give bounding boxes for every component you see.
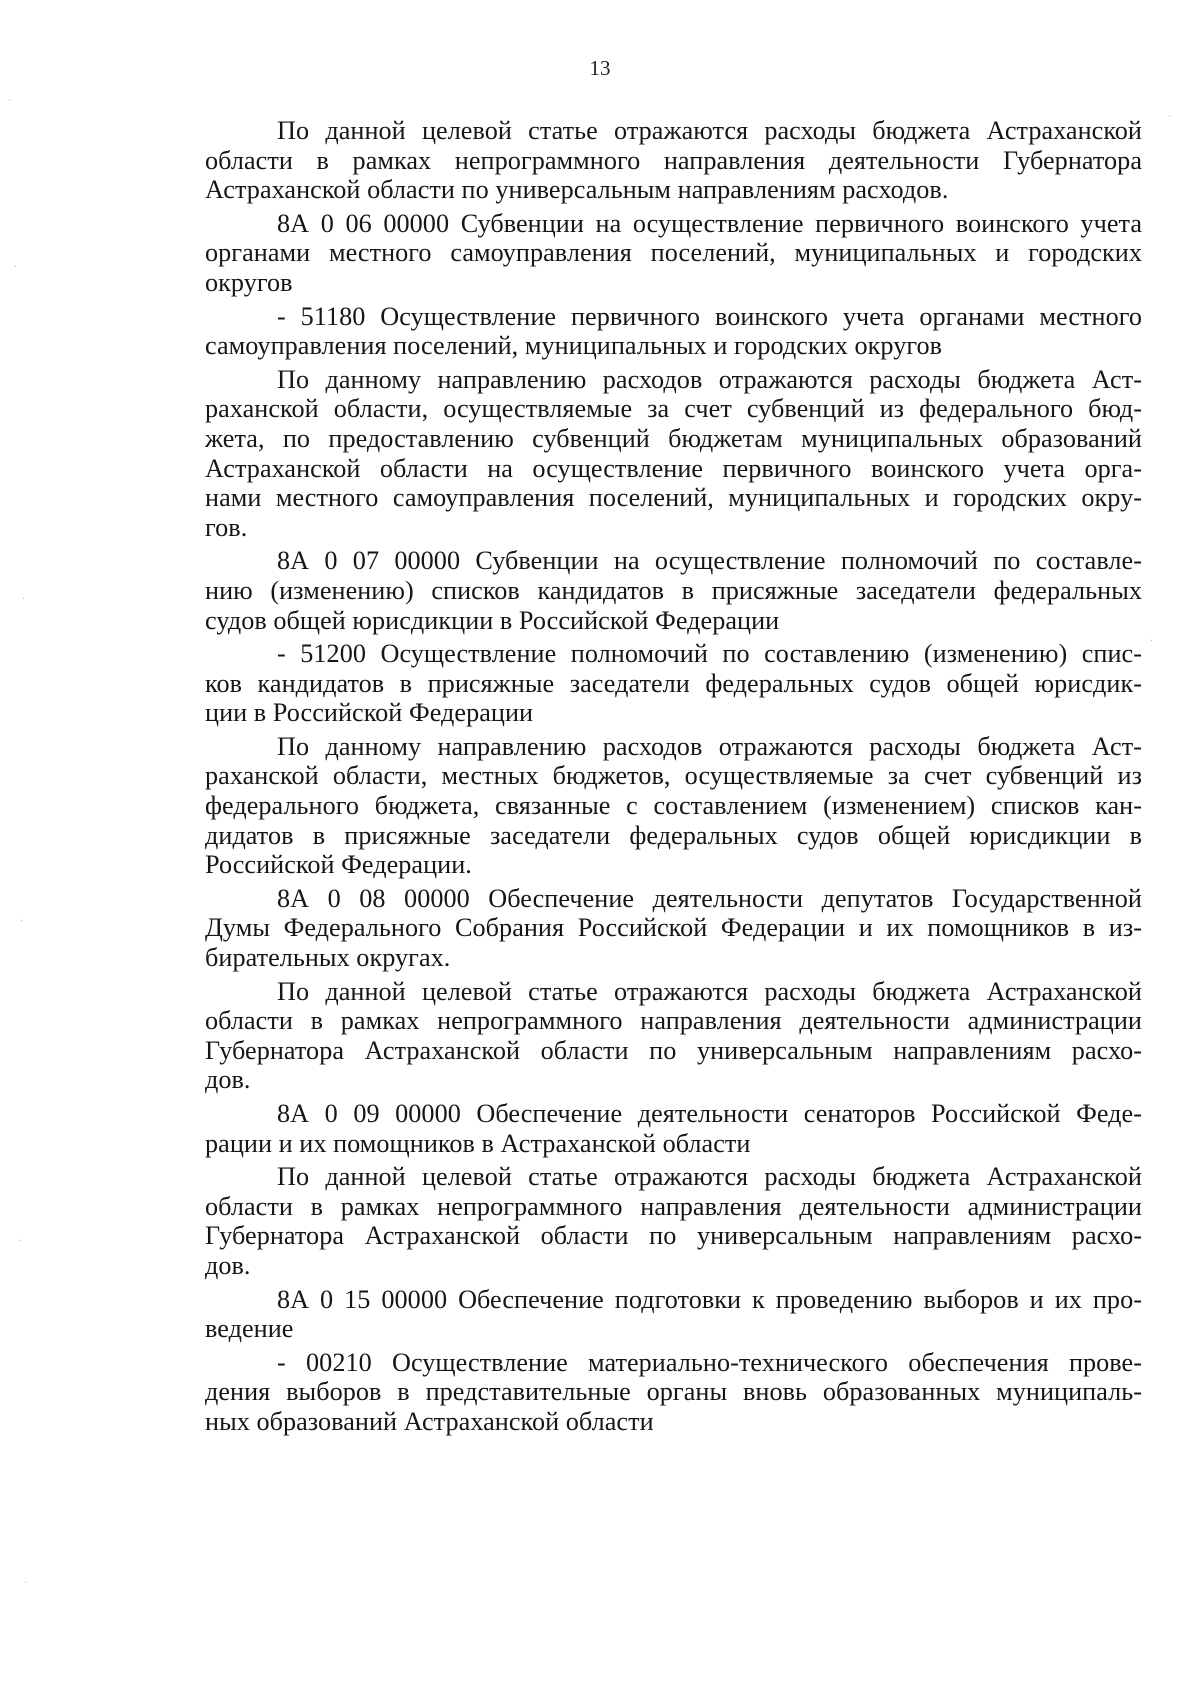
text-line: нию (изменению) списков кандидатов в присяжные заседатели федеральных [205, 575, 1142, 605]
paragraph [205, 1099, 1142, 1158]
paragraph [205, 1285, 1142, 1344]
text-line: - 51180 Осуществление первичного воинского учета органами местного [277, 301, 1142, 331]
paragraph [205, 365, 1142, 543]
text-line: Губернатора Астраханской области по универсальным направлениям расхо- [205, 1221, 1142, 1251]
text-line: 8А 0 06 00000 Субвенции на осуществление первичного воинского учета [277, 208, 1142, 238]
text-line: жета, по предоставлению субвенций бюджетам муниципальных образований [205, 423, 1142, 453]
paragraph [205, 884, 1142, 973]
paragraph [205, 1162, 1142, 1280]
scan-speck: · [1168, 112, 1172, 123]
text-line: По данной целевой статье отражаются расходы бюджета Астраханской [277, 976, 1142, 1006]
text-line: Астраханской области по универсальным направлениям расходов. [205, 175, 949, 205]
text-line: рации и их помощников в Астраханской области [205, 1128, 751, 1158]
scan-speck: · [22, 594, 26, 605]
text-line: 8А 0 15 00000 Обеспечение подготовки к проведению выборов и их про- [277, 1284, 1142, 1314]
text-line: 8А 0 07 00000 Субвенции на осуществление полномочий по составле- [277, 546, 1142, 576]
paragraph [205, 209, 1142, 298]
text-line: Губернатора Астраханской области по универсальным направлениям расхо- [205, 1035, 1142, 1065]
text-line: Российской Федерации. [205, 850, 472, 880]
paragraph [205, 116, 1142, 205]
text-line: дов. [205, 1065, 251, 1095]
text-line: области в рамках непрограммного направления деятельности администрации [205, 1191, 1142, 1221]
text-line: ков кандидатов в присяжные заседатели федеральных судов общей юрисдик- [205, 668, 1142, 698]
text-line: - 00210 Осуществление материально-технического обеспечения прове- [277, 1347, 1142, 1377]
text-line: федерального бюджета, связанные с составлением (изменением) списков кан- [205, 791, 1142, 821]
text-line: раханской области, осуществляемые за счет субвенций из федерального бюд- [205, 394, 1142, 424]
page-number: 13 [589, 56, 611, 80]
paragraph [205, 732, 1142, 880]
text-line: дов. [205, 1250, 251, 1280]
text-line: раханской области, местных бюджетов, осуществляемые за счет субвенций из [205, 761, 1142, 791]
paragraph [205, 546, 1142, 635]
scan-speck: · [20, 916, 24, 927]
text-line: судов общей юрисдикции в Российской Федерации [205, 605, 780, 635]
scan-speck: · [18, 1236, 22, 1247]
text-line: - 51200 Осуществление полномочий по составлению (изменению) спис- [277, 639, 1142, 669]
text-line: Думы Федерального Собрания Российской Федерации и их помощников в из- [205, 913, 1142, 943]
scan-speck: · [8, 96, 12, 107]
text-line: гов. [205, 512, 248, 542]
text-line: По данной целевой статье отражаются расходы бюджета Астраханской [277, 1162, 1142, 1192]
document-body [205, 116, 1142, 1437]
text-line: 8А 0 09 00000 Обеспечение деятельности сенаторов Российской Феде- [277, 1099, 1142, 1128]
text-line: ведение [205, 1314, 294, 1344]
paragraph [205, 977, 1142, 1095]
text-line: По данной целевой статье отражаются расходы бюджета Астраханской [277, 116, 1142, 145]
text-line: ции в Российской Федерации [205, 698, 534, 728]
text-line: дидатов в присяжные заседатели федеральных судов общей юрисдикции в [205, 820, 1142, 850]
paragraph [205, 302, 1142, 361]
text-line: По данному направлению расходов отражаются расходы бюджета Аст- [277, 364, 1142, 394]
text-line: округов [205, 267, 293, 297]
text-line: бирательных округах. [205, 943, 451, 973]
text-line: нами местного самоуправления поселений, муниципальных и городских окру- [205, 483, 1142, 513]
scan-speck: · [14, 262, 18, 273]
scan-speck: · [1150, 636, 1154, 647]
paragraph [205, 639, 1142, 728]
text-line: Астраханской области на осуществление первичного воинского учета орга- [205, 453, 1142, 483]
text-line: органами местного самоуправления поселений, муниципальных и городских [205, 238, 1142, 268]
text-line: самоуправления поселений, муниципальных и городских округов [205, 331, 943, 361]
text-line: По данному направлению расходов отражаются расходы бюджета Аст- [277, 731, 1142, 761]
text-line: дения выборов в представительные органы вновь образованных муниципаль- [205, 1377, 1142, 1407]
text-line: области в рамках непрограммного направления деятельности Губернатора [205, 145, 1142, 175]
paragraph [205, 1348, 1142, 1437]
text-line: области в рамках непрограммного направления деятельности администрации [205, 1006, 1142, 1036]
scan-speck: · [24, 1578, 28, 1589]
text-line: ных образований Астраханской области [205, 1406, 654, 1436]
text-line: 8А 0 08 00000 Обеспечение деятельности депутатов Государственной [277, 883, 1142, 913]
